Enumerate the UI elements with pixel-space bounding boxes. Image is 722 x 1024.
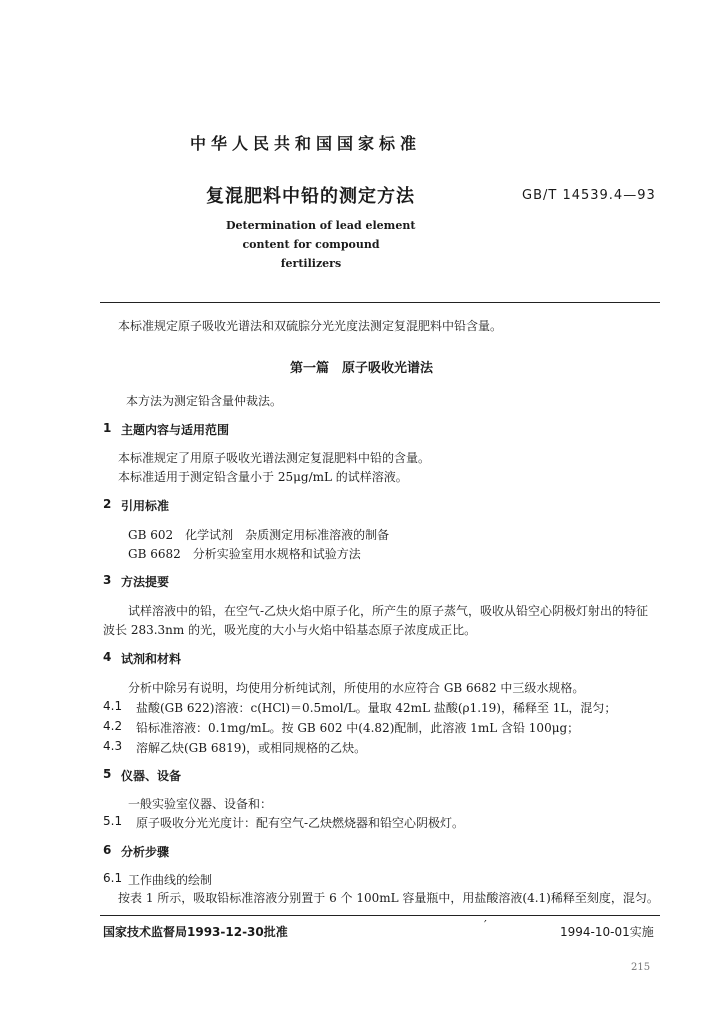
section-heading: 主题内容与适用范围 [121, 423, 230, 437]
section-number: 5 [103, 767, 112, 781]
doc-title-cn: 复混肥料中铅的测定方法 [206, 186, 415, 207]
item-number: 6.1 [103, 871, 123, 885]
doc-title-en-line3: fertilizers [280, 257, 342, 270]
page-number: 215 [631, 962, 651, 973]
header-divider [100, 302, 660, 303]
part-heading: 第一篇 原子吸收光谱法 [290, 361, 434, 376]
section-number: 4 [103, 650, 112, 664]
section-heading: 试剂和材料 [121, 652, 182, 666]
reference-item: GB 6682 分析实验室用水规格和试验方法 [128, 547, 361, 561]
doc-title-en-line2: content for compound [242, 238, 380, 251]
paragraph: 按表 1 所示，吸取铅标准溶液分别置于 6 个 100mL 容量瓶中，用盐酸溶液(4.1)稀释至刻度，混匀。 [118, 891, 659, 905]
list-item: 原子吸收分光光度计：配有空气-乙炔燃烧器和铅空心阴极灯。 [136, 816, 465, 830]
effective-date: 1994-10-01实施 [560, 925, 654, 939]
section-heading: 仪器、设备 [121, 769, 182, 783]
standard-number: GB/T 14539.4—93 [522, 188, 656, 203]
section-number: 2 [103, 497, 112, 511]
paragraph: 试样溶液中的铅，在空气-乙炔火焰中原子化，所产生的原子蒸气，吸收从铅空心阴极灯射出的特征 [128, 604, 649, 618]
method-note: 本方法为测定铅含量仲裁法。 [126, 394, 283, 408]
tick-mark: ′ [484, 918, 487, 932]
paragraph: 本标准适用于测定铅含量小于 25μg/mL 的试样溶液。 [118, 470, 408, 484]
paragraph: 分析中除另有说明，均使用分析纯试剂，所使用的水应符合 GB 6682 中三级水规格。 [128, 681, 585, 695]
reference-item: GB 602 化学试剂 杂质测定用标准溶液的制备 [128, 528, 390, 542]
item-number: 4.3 [103, 739, 123, 753]
section-number: 6 [103, 843, 112, 857]
subsection-title: 工作曲线的绘制 [128, 873, 213, 887]
org-title: 中华人民共和国国家标准 [190, 134, 422, 153]
paragraph: 一般实验室仪器、设备和： [128, 797, 273, 811]
paragraph: 本标准规定了用原子吸收光谱法测定复混肥料中铅的含量。 [118, 451, 431, 465]
section-number: 1 [103, 421, 112, 435]
approval-line: 国家技术监督局1993-12-30批准 [103, 925, 288, 939]
item-number: 4.2 [103, 719, 123, 733]
item-number: 4.1 [103, 699, 123, 713]
footer-divider [100, 915, 660, 916]
section-heading: 方法提要 [121, 575, 170, 589]
list-item: 盐酸(GB 622)溶液：c(HCl)＝0.5mol/L。量取 42mL 盐酸(ρ1.19)，稀释至 1L，混匀； [136, 701, 617, 715]
item-number: 5.1 [103, 814, 123, 828]
list-item: 溶解乙炔(GB 6819)，或相同规格的乙炔。 [136, 741, 367, 755]
section-number: 3 [103, 573, 112, 587]
doc-title-en-line1: Determination of lead element [226, 219, 416, 232]
section-heading: 引用标准 [121, 499, 170, 513]
section-heading: 分析步骤 [121, 845, 170, 859]
paragraph: 波长 283.3nm 的光，吸光度的大小与火焰中铅基态原子浓度成正比。 [103, 623, 477, 637]
list-item: 铅标准溶液：0.1mg/mL。按 GB 602 中(4.82)配制，此溶液 1mL 含铅 100μg； [136, 721, 580, 735]
intro-paragraph: 本标准规定原子吸收光谱法和双硫腙分光光度法测定复混肥料中铅含量。 [118, 319, 503, 333]
